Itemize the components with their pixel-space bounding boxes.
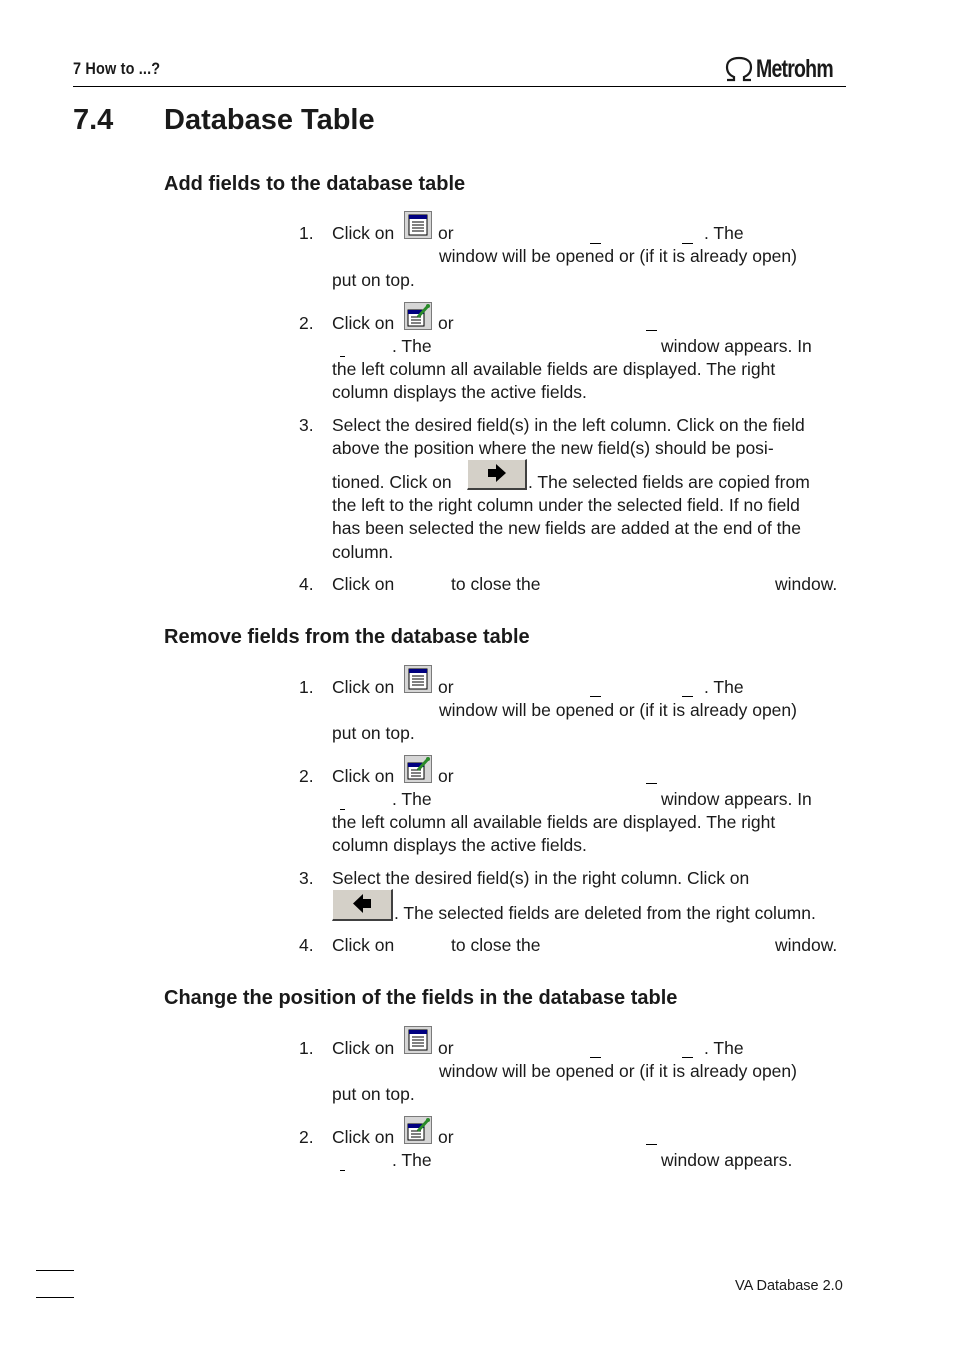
step-text: column displays the active fields.	[332, 835, 587, 855]
step-text: window appears. In	[661, 789, 812, 809]
footer-product: VA Database 2.0	[735, 1278, 843, 1294]
table-icon[interactable]	[404, 665, 432, 693]
step-text: the left column all available fields are displayed. The right	[332, 812, 776, 832]
underline-mark	[590, 243, 601, 244]
edit-table-icon[interactable]	[404, 302, 432, 330]
step-text: Click on	[332, 1038, 395, 1058]
arrow-right-icon	[485, 460, 509, 486]
add-field-button[interactable]	[467, 459, 527, 490]
step-number: 1.	[299, 223, 314, 243]
step-text: Click on	[332, 1127, 395, 1147]
subheading-add: Add fields to the database table	[164, 173, 466, 195]
underline-mark	[682, 1057, 693, 1058]
footer-rule	[36, 1270, 74, 1271]
step-text: window.	[775, 574, 838, 594]
underline-mark	[646, 783, 657, 784]
step-text: . The	[392, 336, 432, 356]
step-text: put on top.	[332, 723, 415, 743]
edit-table-icon[interactable]	[404, 1116, 432, 1144]
step-text: . The	[392, 1150, 432, 1170]
omega-logo-icon	[724, 56, 754, 82]
footer-rule	[36, 1297, 74, 1298]
step-text: or	[438, 677, 454, 697]
step-text: tioned. Click on	[332, 472, 452, 492]
step-text: Click on	[332, 766, 395, 786]
step-text: or	[438, 766, 454, 786]
step-text: to close the	[451, 574, 541, 594]
underline-mark	[590, 1057, 601, 1058]
step-text: window.	[775, 935, 838, 955]
step-text: or	[438, 313, 454, 333]
header-rule	[73, 86, 846, 87]
step-text: Select the desired field(s) in the right column. Click on	[332, 868, 750, 888]
step-text: the left column all available fields are displayed. The right	[332, 359, 776, 379]
step-text: put on top.	[332, 270, 415, 290]
step-text: window will be opened or (if it is already open)	[439, 1061, 797, 1081]
step-text: window will be opened or (if it is already open)	[439, 700, 797, 720]
step-text: Click on	[332, 313, 395, 333]
arrow-left-icon	[350, 890, 374, 917]
step-number: 3.	[299, 868, 314, 888]
step-text: has been selected the new fields are added at the end of the	[332, 518, 801, 538]
underline-mark	[340, 809, 345, 810]
step-text: . The	[704, 1038, 744, 1058]
underline-mark	[682, 696, 693, 697]
step-text: Select the desired field(s) in the left column. Click on the field	[332, 415, 805, 435]
step-text: . The selected fields are deleted from the right column.	[394, 903, 816, 923]
metrohm-logo	[724, 55, 855, 83]
step-text: the left to the right column under the selected field. If no field	[332, 495, 800, 515]
underline-mark	[590, 696, 601, 697]
underline-mark	[682, 243, 693, 244]
step-text: window appears.	[661, 1150, 793, 1170]
step-text: . The selected fields are copied from	[528, 472, 810, 492]
step-text: . The	[704, 677, 744, 697]
step-number: 2.	[299, 1127, 314, 1147]
step-number: 4.	[299, 574, 314, 594]
subheading-change: Change the position of the fields in the database table	[164, 987, 678, 1009]
subheading-remove: Remove fields from the database table	[164, 626, 530, 648]
step-text: above the position where the new field(s) should be posi-	[332, 438, 774, 458]
step-text: . The	[392, 789, 432, 809]
remove-field-button[interactable]	[332, 889, 393, 921]
table-icon[interactable]	[404, 211, 432, 239]
table-icon[interactable]	[404, 1026, 432, 1054]
step-text: or	[438, 1127, 454, 1147]
step-text: column.	[332, 542, 394, 562]
edit-table-icon[interactable]	[404, 755, 432, 783]
step-text: or	[438, 1038, 454, 1058]
underline-mark	[646, 1144, 657, 1145]
step-number: 1.	[299, 677, 314, 697]
logo-text: Metrohm	[756, 54, 833, 83]
step-text: Click on	[332, 574, 395, 594]
underline-mark	[646, 330, 657, 331]
step-text: Click on	[332, 935, 395, 955]
step-text: or	[438, 223, 454, 243]
step-text: column displays the active fields.	[332, 382, 587, 402]
step-text: Click on	[332, 677, 395, 697]
underline-mark	[340, 356, 345, 357]
step-text: window appears. In	[661, 336, 812, 356]
step-text: Click on	[332, 223, 395, 243]
section-title: Database Table	[164, 104, 375, 136]
step-text: window will be opened or (if it is already open)	[439, 246, 797, 266]
step-text: to close the	[451, 935, 541, 955]
underline-mark	[340, 1170, 345, 1171]
section-number: 7.4	[73, 104, 114, 136]
step-text: . The	[704, 223, 744, 243]
step-number: 1.	[299, 1038, 314, 1058]
step-number: 2.	[299, 766, 314, 786]
step-number: 4.	[299, 935, 314, 955]
step-text: put on top.	[332, 1084, 415, 1104]
chapter-header: 7 How to ...?	[73, 59, 161, 78]
step-number: 3.	[299, 415, 314, 435]
step-number: 2.	[299, 313, 314, 333]
